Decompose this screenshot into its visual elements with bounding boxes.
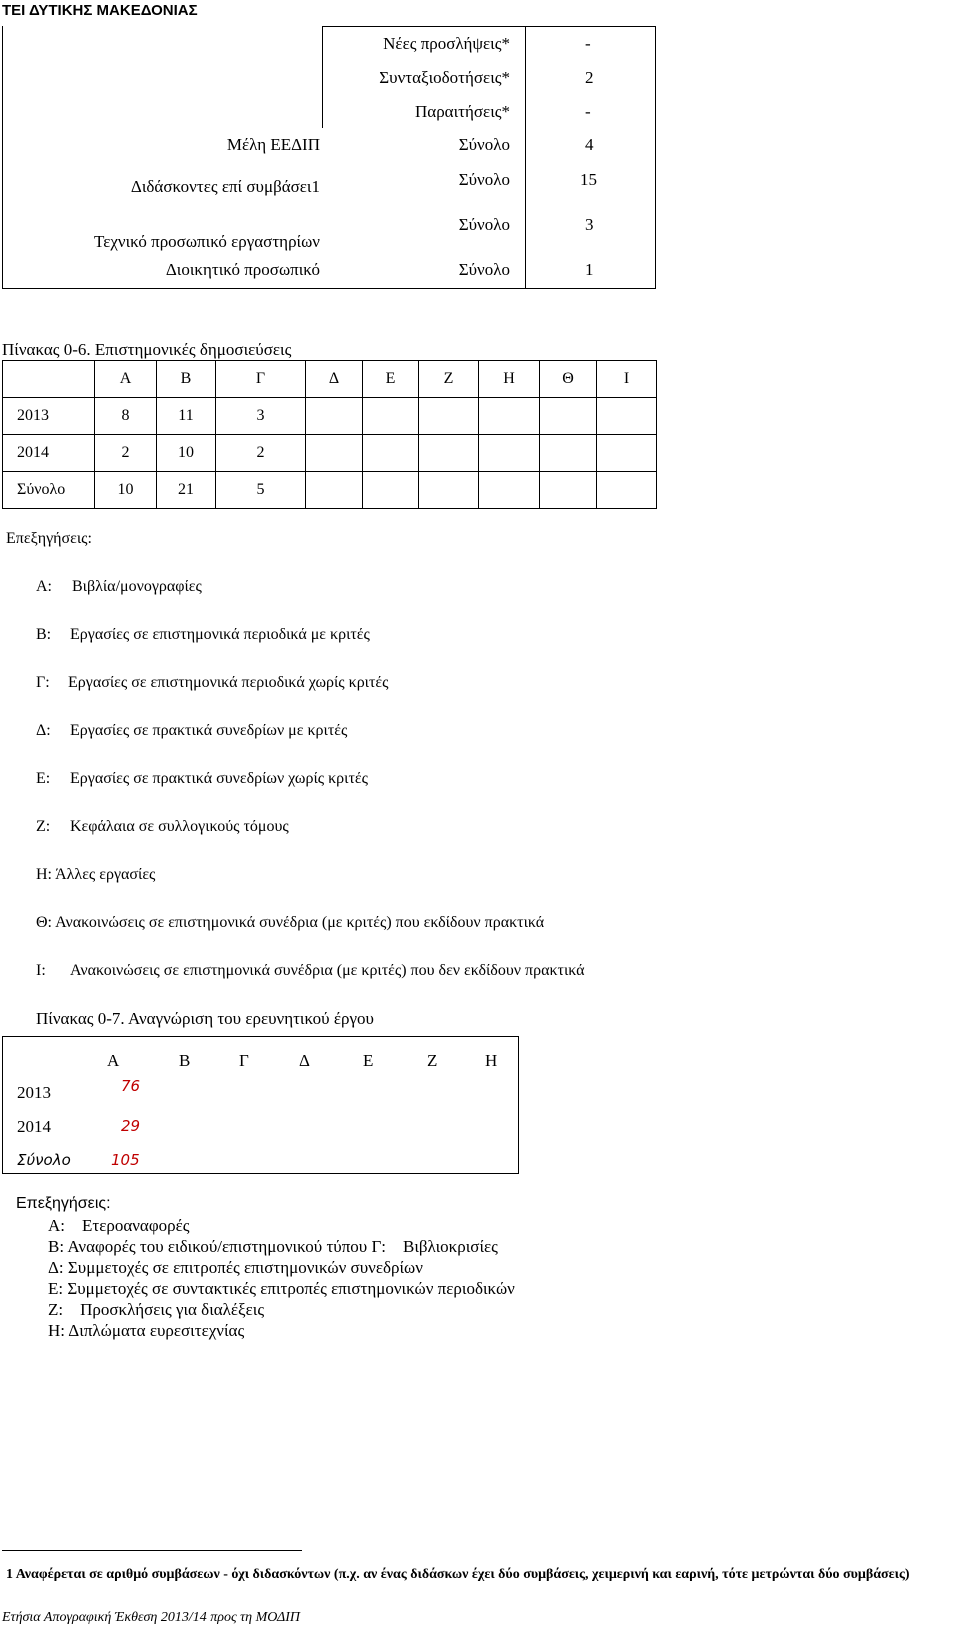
table-cell [597,398,657,435]
table-cell: 105 [111,1151,140,1169]
table-cell: 5 [216,472,306,509]
row-label: 2014 [17,1117,51,1136]
legend-text: Ανακοινώσεις σε επιστημονικά συνέδρια (με κριτές) που δεν εκδίδουν πρακτικά [70,962,585,979]
table-cell [479,472,540,509]
table-cell [597,435,657,472]
table-cell [306,435,363,472]
table-cell: 3 [216,398,306,435]
table-cell [306,472,363,509]
table-row [3,472,657,509]
column-header: Α [95,361,157,398]
staff-row-value: 3 [585,215,594,234]
legend-text: Α: Ετεροαναφορές [48,1216,190,1235]
table-border [655,26,656,288]
publications-table [2,360,657,509]
table-border [322,26,656,27]
column-header: Θ [540,361,597,398]
legend-text: Εργασίες σε πρακτικά συνεδρίων με κριτές [70,722,348,739]
table-border [2,26,3,288]
column-header: Η [485,1051,498,1070]
legend-text: Ε: Συμμετοχές σε συντακτικές επιτροπές επιστημονικών περιοδικών [48,1279,515,1298]
column-header [3,361,95,398]
table-cell [363,472,419,509]
table-row [3,435,657,472]
row-label: 2013 [17,1083,51,1102]
document-header: ΤΕΙ ΔΥΤΙΚΗΣ ΜΑΚΕΔΟΝΙΑΣ [2,2,198,19]
legend-text: Η: Διπλώματα ευρεσιτεχνίας [48,1321,245,1340]
column-header: Γ [216,361,306,398]
staff-row-label: Σύνολο [458,260,510,279]
table-cell: 2 [95,435,157,472]
column-header: Δ [299,1051,310,1070]
staff-category: Μέλη ΕΕΔΙΠ [226,135,320,154]
table-caption: Πίνακας 0-6. Επιστημονικές δημοσιεύσεις [2,340,292,359]
legend-text: Θ: Ανακοινώσεις σε επιστημονικά συνέδρια (με κριτές) που εκδίδουν πρακτικά [36,914,545,931]
legend-text: Β: Αναφορές του ειδικού/επιστημονικού τύπου Γ: Βιβλιοκρισίες [48,1237,498,1256]
table-cell [540,398,597,435]
column-header: Γ [239,1051,249,1070]
legend-text: Ζ: Προσκλήσεις για διαλέξεις [48,1300,265,1319]
legend-key: Ι: [36,962,46,979]
staff-row-value: - [585,102,591,121]
footnote: 1 Αναφέρεται σε αριθμό συμβάσεων - όχι διδασκόντων (π.χ. αν ένας διδάσκων έχει δύο συμβάσεις, χειμερινή και εαρινή, τότε μετρώνται δύο συμβάσεις) [6,1567,910,1582]
column-header: Ε [363,1051,374,1070]
column-header: Β [157,361,216,398]
table-cell [479,398,540,435]
table-cell [419,398,479,435]
table-cell [540,435,597,472]
staff-row-label: Συνταξιοδοτήσεις* [379,68,510,87]
table-cell [419,435,479,472]
staff-row-label: Σύνολο [458,170,510,189]
column-header: Ζ [419,361,479,398]
table-cell [597,472,657,509]
legend-text: Εργασίες σε επιστημονικά περιοδικά χωρίς κριτές [68,674,389,691]
recognition-table [2,1036,519,1174]
row-label: Σύνολο [17,1151,71,1169]
table-cell [540,472,597,509]
table-border [2,288,656,289]
column-header: Δ [306,361,363,398]
table-cell: 8 [95,398,157,435]
column-header: Ι [597,361,657,398]
legend-key: Δ: [36,722,51,739]
staff-row-value: - [585,34,591,53]
table-cell: 11 [157,398,216,435]
legend-key: Α: [36,578,52,595]
legend-title: Επεξηγήσεις: [16,1195,111,1212]
staff-row-value: 1 [585,260,594,279]
table-cell: 2 [216,435,306,472]
legend-text: Εργασίες σε πρακτικά συνεδρίων χωρίς κριτές [70,770,368,787]
legend-key: Γ: [36,674,50,691]
staff-row-value: 2 [585,68,594,87]
legend-title: Επεξηγήσεις: [6,530,92,547]
staff-row-label: Παραιτήσεις* [415,102,510,121]
table-cell: 10 [95,472,157,509]
table-cell [419,472,479,509]
legend-text: Δ: Συμμετοχές σε επιτροπές επιστημονικών συνεδρίων [48,1258,423,1277]
page-footer: Ετήσια Απογραφική Έκθεση 2013/14 προς τη ΜΟΔΙΠ [2,1610,300,1625]
staff-row-label: Σύνολο [458,215,510,234]
table-row [3,398,657,435]
table-cell [479,435,540,472]
table-cell: 76 [121,1077,141,1095]
footnote-separator [2,1550,302,1551]
staff-row-label: Σύνολο [458,135,510,154]
table-caption: Πίνακας 0-7. Αναγνώριση του ερευνητικού έργου [36,1009,374,1028]
table-cell: 21 [157,472,216,509]
table-border [525,26,526,288]
legend-key: Β: [36,626,52,643]
table-cell: 10 [157,435,216,472]
row-label: Σύνολο [3,472,95,509]
table-cell [363,435,419,472]
table-border [322,26,323,128]
column-header: Η [479,361,540,398]
legend-text: Κεφάλαια σε συλλογικούς τόμους [70,818,289,835]
column-header: Ζ [427,1051,438,1070]
staff-category: Διδάσκοντες επί συμβάσει1 [130,177,320,196]
table-cell: 29 [121,1117,141,1135]
column-header: Α [107,1051,120,1070]
staff-category: Τεχνικό προσωπικό εργαστηρίων [94,232,320,251]
column-header: Ε [363,361,419,398]
table-cell [363,398,419,435]
staff-row-value: 15 [580,170,597,189]
legend-text: Βιβλία/μονογραφίες [72,578,202,595]
staff-category: Διοικητικό προσωπικό [165,260,320,279]
table-header-row [3,361,657,398]
row-label: 2014 [3,435,95,472]
row-label: 2013 [3,398,95,435]
staff-row-label: Νέες προσλήψεις* [383,34,510,53]
table-cell [306,398,363,435]
legend-key: Ζ: [36,818,51,835]
column-header: Β [179,1051,191,1070]
legend-key: Ε: [36,770,51,787]
legend-text: Εργασίες σε επιστημονικά περιοδικά με κριτές [70,626,370,643]
legend-text: Η: Άλλες εργασίες [36,866,156,883]
staff-row-value: 4 [585,135,594,154]
